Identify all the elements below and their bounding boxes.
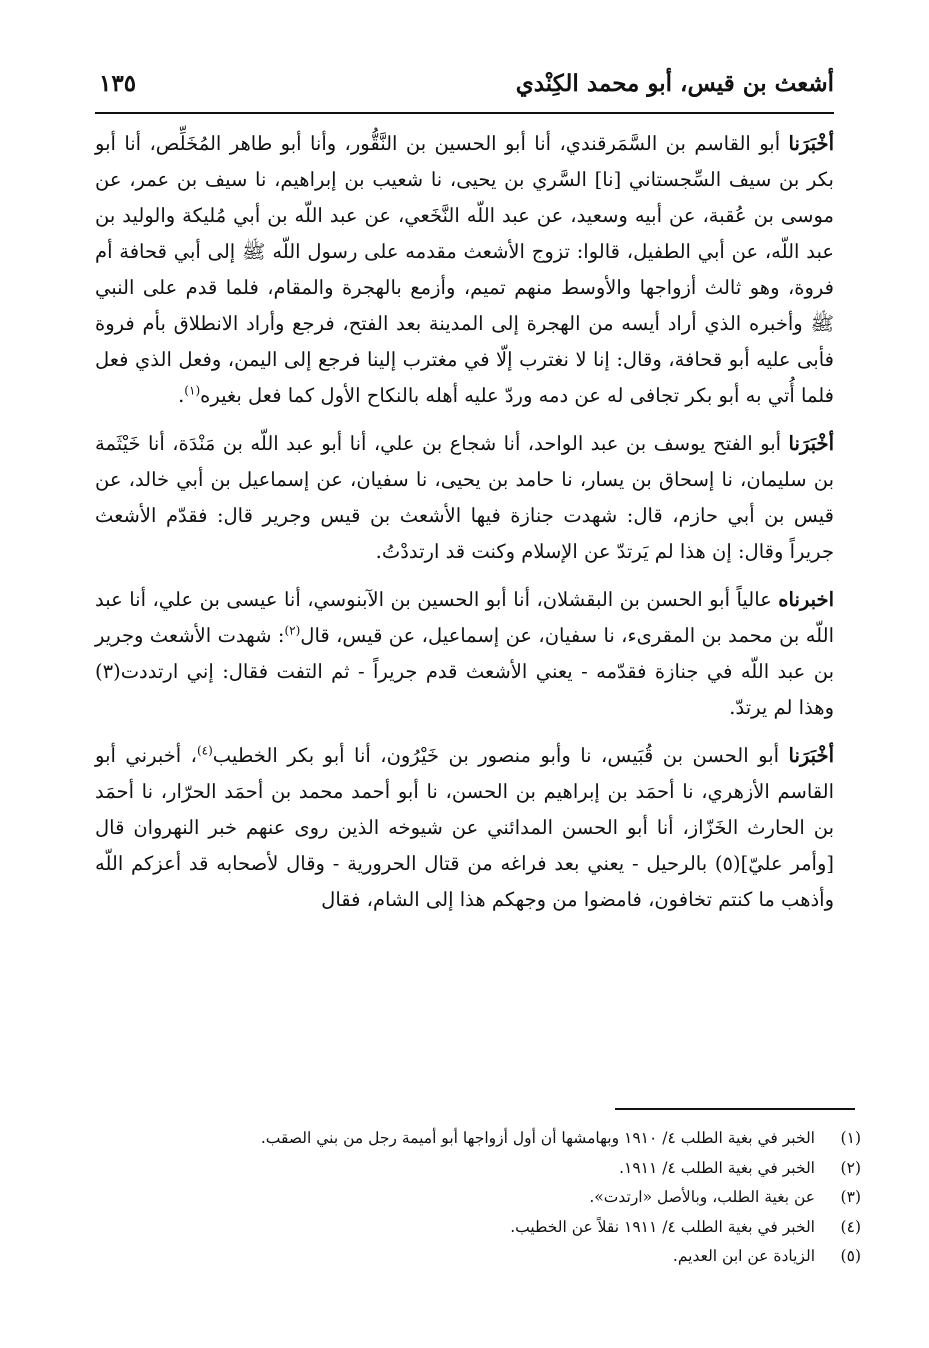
page-number: ١٣٥: [99, 70, 137, 97]
paragraph-text: أبو الحسن بن قُبَيس، نا وأبو منصور بن خَيْرُون، أنا أبو بكر الخطيب: [212, 744, 789, 767]
footnote: [95, 1154, 861, 1184]
paragraph-3: [95, 582, 834, 726]
paragraph-4: [95, 738, 834, 918]
paragraph-lead: أخْبَرَنا: [788, 132, 835, 155]
footnote-text: الخبر في بغية الطلب ٤/ ١٩١١.: [619, 1158, 815, 1177]
footnote: [95, 1124, 861, 1154]
footnote-ref: (١): [184, 383, 201, 398]
footnote-ref: (٤): [196, 743, 213, 758]
footnote: [95, 1242, 861, 1272]
running-header: [95, 62, 834, 110]
footnote: [95, 1213, 861, 1243]
header-title: أشعث بن قيس، أبو محمد الكِنْدي: [515, 70, 834, 97]
footnote-text: الزيادة عن ابن العديم.: [672, 1247, 815, 1265]
paragraph-1: [95, 126, 834, 414]
footnotes: [95, 1124, 861, 1272]
paragraph-lead: أخْبَرَنا: [788, 432, 834, 455]
footnote-number: (٥): [840, 1247, 861, 1265]
header-rule: [95, 112, 834, 114]
main-text: [95, 126, 834, 930]
footnote-number: (٤): [840, 1217, 861, 1236]
paragraph-text: أبو القاسم بن السَّمَرقندي، أنا أبو الحسين بن النَّقُّور، وأنا أبو طاهر المُخَلِّص، أنا أبو بكر بن سيف السِّجستاني [نا] السَّري بن يحيى، نا شعيب بن إبراهيم، نا سيف بن عمر، عن موسى بن عُقبة، عن أبيه وسعيد، عن عبد اللّه النَّخَعي، عن عبد اللّه بن أبي مُليكة والوليد بن عبد اللّه، عن أبي الطفيل، قالوا: تزوج الأشعث مقدمه على رسول اللّه ﷺ إلى أبي قحافة أم فروة، وهو ثالث أزواجها والأوسط منهم تميم، وأزمع بالهجرة والمقام، فلما قدم على النبي ﷺ وأخبره الذي أراد أيسه من الهجرة إلى المدينة بعد الفتح، فرجع وأراد الانطلاق بأم فروة فأبى عليه أبو قحافة، وقال: إنا لا نغترب إلّا في مغترب إلينا فرجع إلى اليمن، وفعل الذي فعل فلما أُتي به أبو بكر تجافى له عن دمه وردّ عليه أهله بالنكاح الأول كما فعل بغيره: [95, 132, 834, 407]
footnote-rule: [615, 1108, 855, 1110]
footnote: [95, 1183, 861, 1213]
paragraph-lead: اخبرناه: [778, 588, 834, 611]
footnote-number: (٢): [840, 1158, 861, 1177]
footnote-text: الخبر في بغية الطلب ٤/ ١٩١٠ وبهامشها أن أول أزواجها أبو أميمة رجل من بني الصقب.: [260, 1129, 815, 1147]
paragraph-end: ، أخبرني أبو القاسم الأزهري، نا أحمَد بن إبراهيم بن الحسن، نا أبو أحمد محمد بن أحمَد الحرّار، نا أحمَد بن الحارث الخَزّاز، أنا أبو الحسن المدائني عن شيوخه الذين روى عنهم خبر النهروان قال [وأمر عليّ](٥) بالرحيل - يعني بعد فراغه من قتال الحرورية - وقال لأصحابه قد أعزكم اللّه وأذهب ما كنتم تخافون، فامضوا من وجهكم هذا إلى الشام، فقال: [95, 744, 835, 911]
paragraph-end: : شهدت الأشعث وجرير بن عبد اللّه في جنازة فقدّمه - يعني الأشعث قدم جريراً - ثم التفت فقال: إني ارتددت(٣) وهذا لم يرتدّ.: [95, 624, 834, 719]
paragraph-end: .: [178, 384, 185, 407]
paragraph-2: [95, 426, 834, 570]
footnote-number: (١): [840, 1129, 861, 1147]
footnote-number: (٣): [840, 1188, 861, 1206]
paragraph-text: أبو الفتح يوسف بن عبد الواحد، أنا شجاع بن علي، أنا أبو عبد اللّه بن مَنْدَة، أنا خَيْثَمة بن سليمان، نا إسحاق بن يسار، نا حامد بن يحيى، نا سفيان، عن إسماعيل بن أبي خالد، عن قيس بن أبي حازم، قال: شهدت جنازة فيها الأشعث بن قيس وجرير قال: فقدّم الأشعث جريراً وقال: إن هذا لم يَرتدّ عن الإسلام وكنت قد ارتددْتُ.: [95, 432, 834, 563]
footnote-text: الخبر في بغية الطلب ٤/ ١٩١١ نقلاً عن الخطيب.: [510, 1217, 815, 1236]
paragraph-lead: أخْبَرَنا: [788, 744, 835, 767]
paragraph-text: عالياً أبو الحسن بن البقشلان، أنا أبو الحسين بن الآبنوسي، أنا عيسى بن علي، أنا عبد اللّه بن محمد بن المقرىء، نا سفيان، عن إسماعيل، عن قيس، قال: [95, 588, 834, 647]
footnote-text: عن بغية الطلب، وبالأصل «ارتدت».: [589, 1188, 815, 1206]
footnote-ref: (٢): [284, 623, 301, 638]
